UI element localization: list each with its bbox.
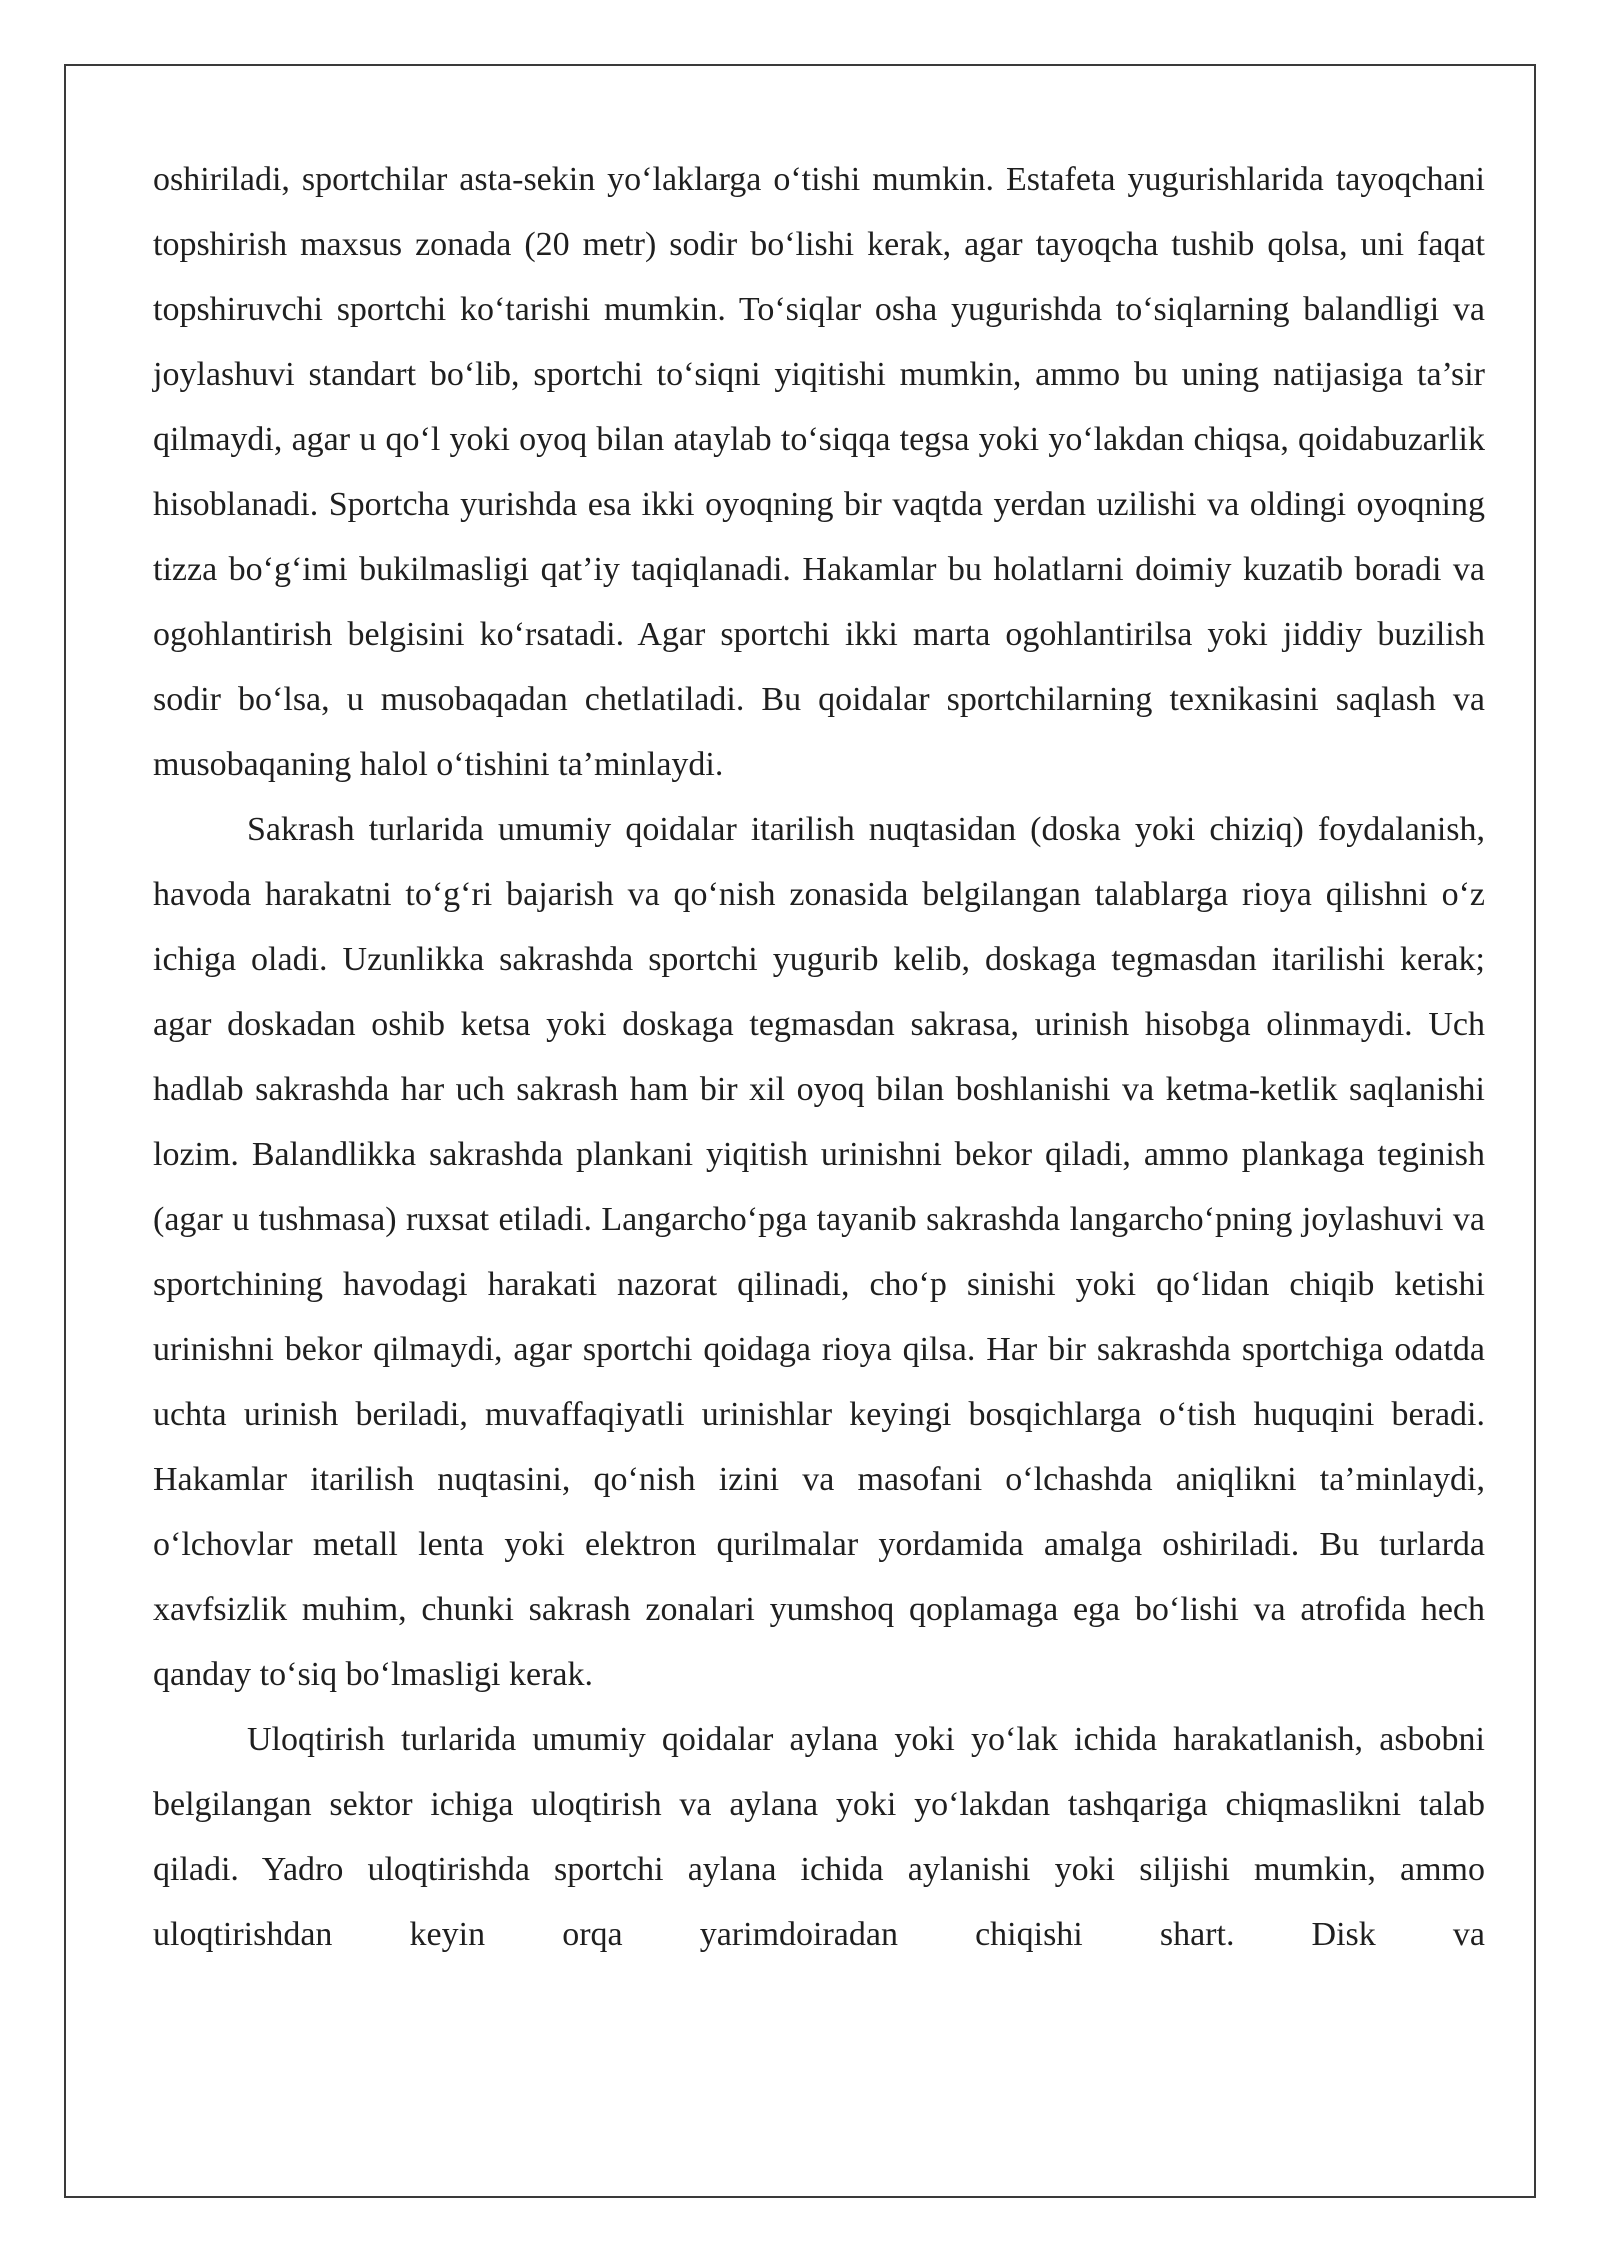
paragraph-3: Uloqtirish turlarida umumiy qoidalar aylana yoki yo‘lak ichida harakatlanish, asbobni belgilangan sektor ichiga uloqtirish va aylana yoki yo‘lakdan tashqariga chiqmaslikni talab qiladi. Yadro uloqtirishda sportchi aylana ichida aylanishi yoki siljishi mumkin, ammo uloqtirishdan keyin orqa yarimdoiradan chiqishi shart. Disk va [153, 1721, 1485, 1953]
paragraph-2: Sakrash turlarida umumiy qoidalar itarilish nuqtasidan (doska yoki chiziq) foydalanish, havoda harakatni to‘g‘ri bajarish va qo‘nish zonasida belgilangan talablarga rioya qilishni o‘z ichiga oladi. Uzunlikka sakrashda sportchi yugurib kelib, doskaga tegmasdan itarilishi kerak; agar doskadan oshib ketsa yoki doskaga tegmasdan sakrasa, urinish hisobga olinmaydi. Uch hadlab sakrashda har uch sakrash ham bir xil oyoq bilan boshlanishi va ketma-ketlik saqlanishi lozim. Balandlikka sakrashda plankani yiqitish urinishni bekor qiladi, ammo plankaga teginish (agar u tushmasa) ruxsat etiladi. Langarcho‘pga tayanib sakrashda langarcho‘pning joylashuvi va sportchining havodagi harakati nazorat qilinadi, cho‘p sinishi yoki qo‘lidan chiqib ketishi urinishni bekor qilmaydi, agar sportchi qoidaga rioya qilsa. Har bir sakrashda sportchiga odatda uchta urinish beriladi, muvaffaqiyatli urinishlar keyingi bosqichlarga o‘tish huquqini beradi. Hakamlar itarilish nuqtasini, qo‘nish izini va masofani o‘lchashda aniqlikni ta’minlaydi, o‘lchovlar metall lenta yoki elektron qurilmalar yordamida amalga oshiriladi. Bu turlarda xavfsizlik muhim, chunki sakrash zonalari yumshoq qoplamaga ega bo‘lishi va atrofida hech qanday to‘siq bo‘lmasligi kerak. [153, 811, 1485, 1693]
paragraph-1: oshiriladi, sportchilar asta-sekin yo‘laklarga o‘tishi mumkin. Estafeta yugurishlarida tayoqchani topshirish maxsus zonada (20 metr) sodir bo‘lishi kerak, agar tayoqcha tushib qolsa, uni faqat topshiruvchi sportchi ko‘tarishi mumkin. To‘siqlar osha yugurishda to‘siqlarning balandligi va joylashuvi standart bo‘lib, sportchi to‘siqni yiqitishi mumkin, ammo bu uning natijasiga ta’sir qilmaydi, agar u qo‘l yoki oyoq bilan ataylab to‘siqqa tegsa yoki yo‘lakdan chiqsa, qoidabuzarlik hisoblanadi. Sportcha yurishda esa ikki oyoqning bir vaqtda yerdan uzilishi va oldingi oyoqning tizza bo‘g‘imi bukilmasligi qat’iy taqiqlanadi. Hakamlar bu holatlarni doimiy kuzatib boradi va ogohlantirish belgisini ko‘rsatadi. Agar sportchi ikki marta ogohlantirilsa yoki jiddiy buzilish sodir bo‘lsa, u musobaqadan chetlatiladi. Bu qoidalar sportchilarning texnikasini saqlash va musobaqaning halol o‘tishini ta’minlaydi. [153, 161, 1485, 783]
document-body [153, 147, 1485, 1967]
